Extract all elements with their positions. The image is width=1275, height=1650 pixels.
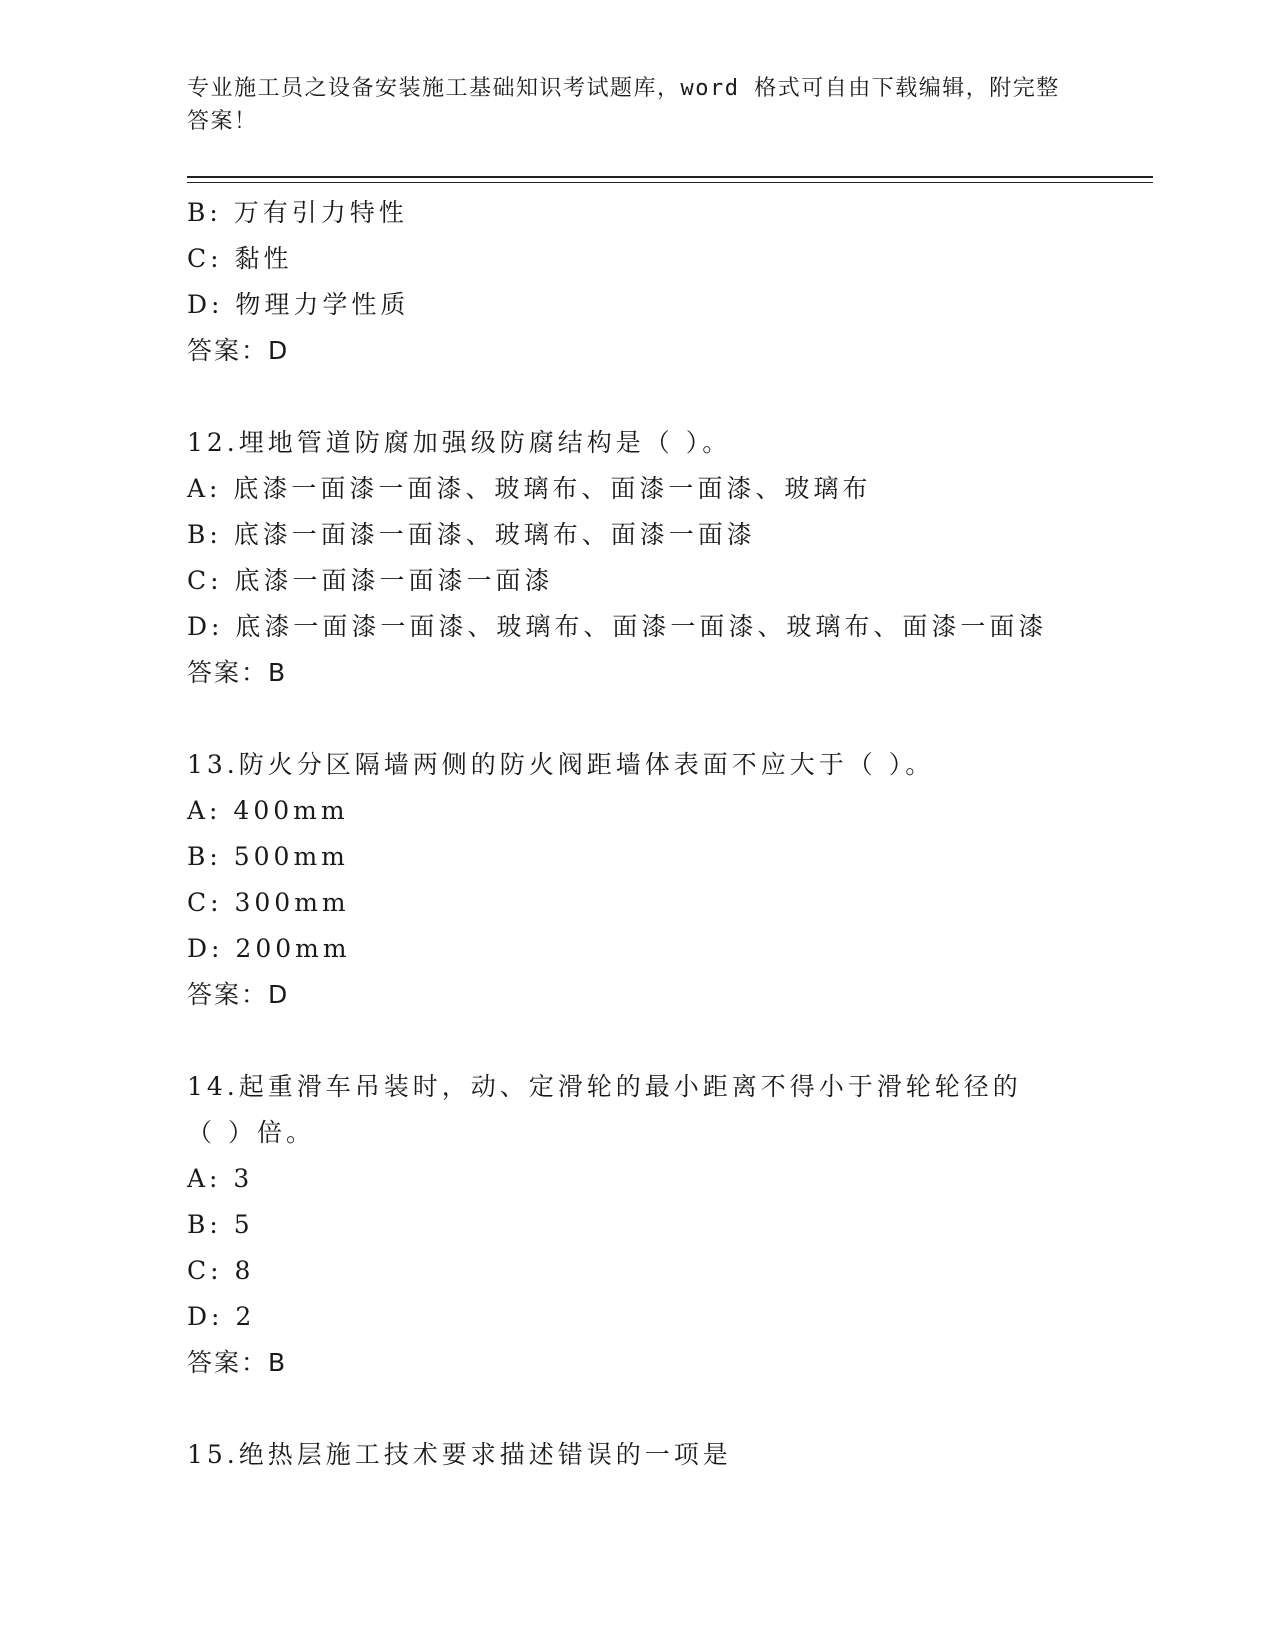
question-15 bbox=[187, 1432, 1087, 1478]
option-d: D: 2 bbox=[187, 1302, 256, 1331]
question-stem: 14.起重滑车吊装时，动、定滑轮的最小距离不得小于滑轮轮径的（ ）倍。 bbox=[187, 1072, 1022, 1147]
question-stem: 13.防火分区隔墙两侧的防火阀距墙体表面不应大于（ ）。 bbox=[187, 750, 935, 779]
option-a: A: 底漆一面漆一面漆、玻璃布、面漆一面漆、玻璃布 bbox=[187, 474, 872, 503]
document-header bbox=[187, 72, 1067, 138]
option-c: C: 300mm bbox=[187, 888, 350, 917]
option-d: D: 物理力学性质 bbox=[187, 290, 410, 319]
option-c: C: 底漆一面漆一面漆一面漆 bbox=[187, 566, 554, 595]
question-stem: 12.埋地管道防腐加强级防腐结构是（ ）。 bbox=[187, 428, 732, 457]
option-b: B: 5 bbox=[187, 1210, 254, 1239]
option-b: B: 万有引力特性 bbox=[187, 198, 408, 227]
answer: 答案：B bbox=[187, 658, 288, 687]
option-a: A: 400mm bbox=[187, 796, 349, 825]
question-14 bbox=[187, 1064, 1087, 1386]
question-13 bbox=[187, 742, 1087, 1018]
question-stem: 15.绝热层施工技术要求描述错误的一项是 bbox=[187, 1440, 732, 1469]
previous-question-tail bbox=[187, 190, 1087, 374]
answer: 答案：D bbox=[187, 336, 290, 365]
option-c: C: 黏性 bbox=[187, 244, 293, 273]
question-list bbox=[187, 190, 1087, 1478]
option-d: D: 200mm bbox=[187, 934, 351, 963]
question-12 bbox=[187, 420, 1087, 696]
document-title: 专业施工员之设备安装施工基础知识考试题库，word 格式可自由下载编辑，附完整答案！ bbox=[187, 76, 1060, 134]
option-d: D: 底漆一面漆一面漆、玻璃布、面漆一面漆、玻璃布、面漆一面漆 bbox=[187, 612, 1048, 641]
header-rule-thin bbox=[187, 182, 1153, 183]
option-a: A: 3 bbox=[187, 1164, 254, 1193]
option-c: C: 8 bbox=[187, 1256, 255, 1285]
option-b: B: 500mm bbox=[187, 842, 349, 871]
answer: 答案：D bbox=[187, 980, 290, 1009]
header-rule-thick bbox=[187, 176, 1153, 178]
answer: 答案：B bbox=[187, 1348, 288, 1377]
option-b: B: 底漆一面漆一面漆、玻璃布、面漆一面漆 bbox=[187, 520, 756, 549]
